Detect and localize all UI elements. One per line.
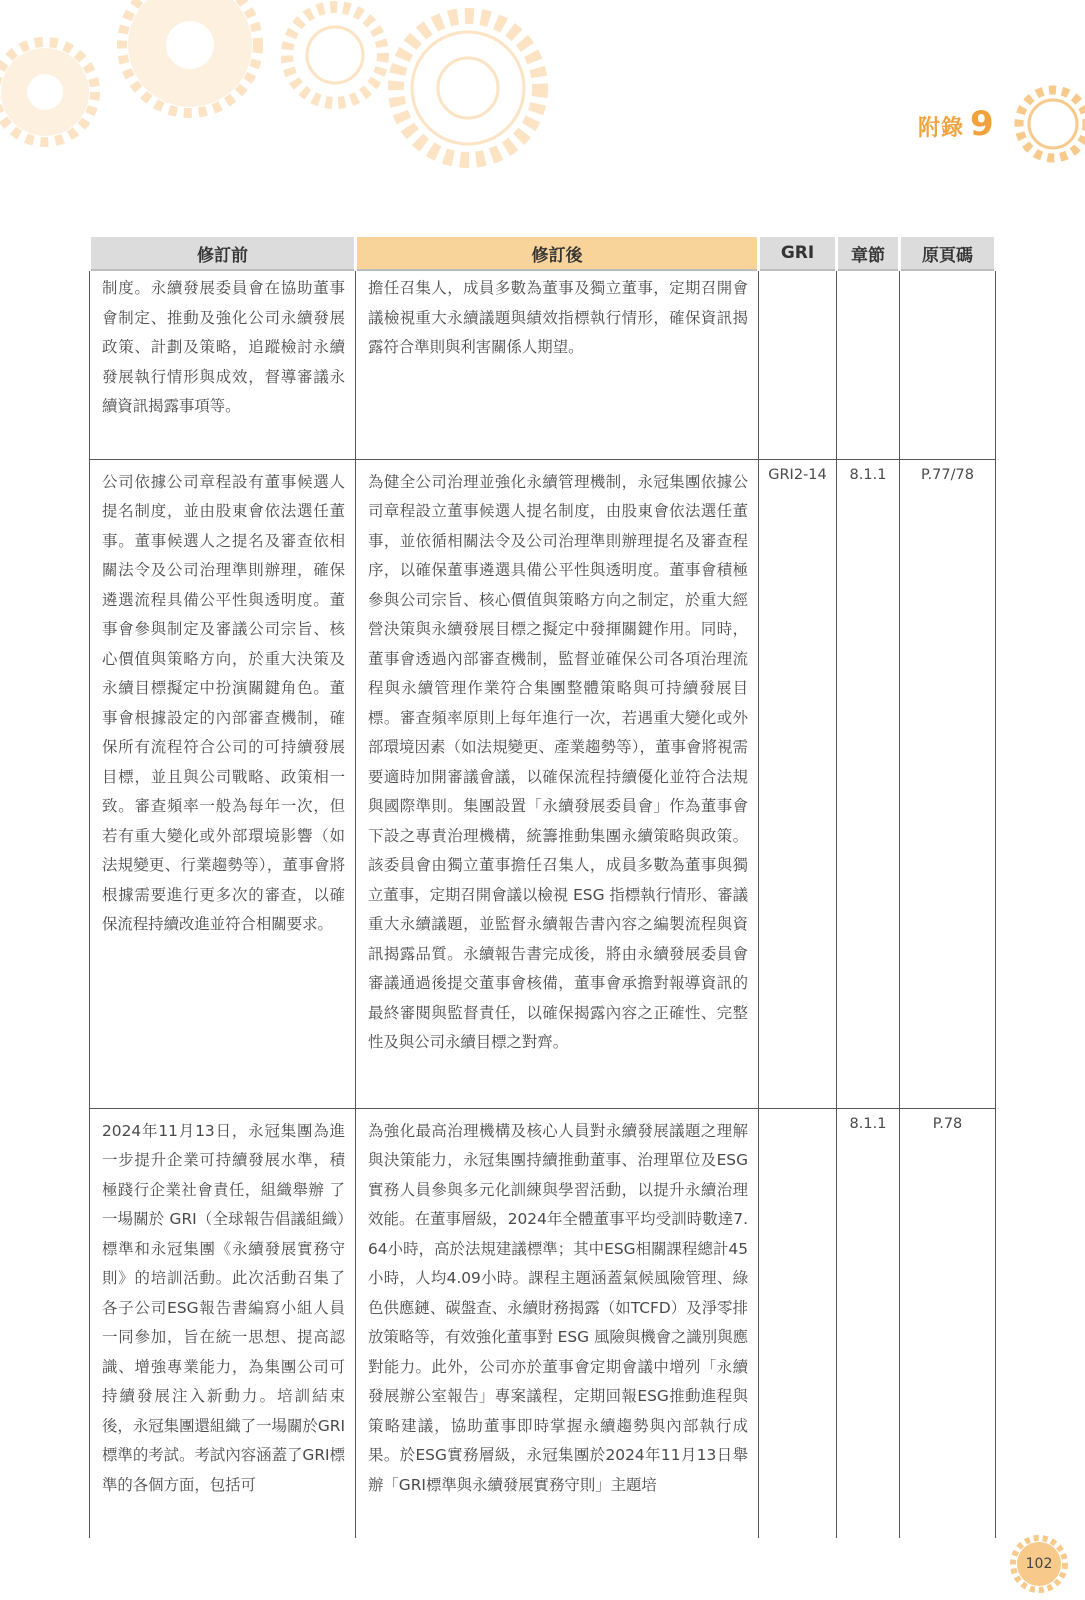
revision-table <box>88 237 997 1538</box>
before-text: 2024年11月13日，永冠集團為進一步提升企業可持續發展水準，積極踐行企業社會責任，組織舉辦 了一場關於 GRI（全球報告倡議組織）標準和永冠集團《永續發展實務守則》的培訓活動。此次活動召集了各子公司ESG報告書編寫小組人員一同參加，旨在統一思想、提高認識、增強專業能力，為集團公司可持續發展注入新動力。培訓結束後，永冠集團還組織了一場關於GRI標準的考試。考試內容涵蓋了GRI標準的各個方面，包括可 <box>90 1108 356 1538</box>
header-gri: GRI <box>759 237 837 270</box>
original-page: P.77/78 <box>900 459 996 1108</box>
header-page: 原頁碼 <box>900 237 996 270</box>
gri-code <box>759 1108 837 1538</box>
header-section: 章節 <box>837 237 900 270</box>
gri-code: GRI2-14 <box>759 459 837 1108</box>
before-text: 公司依據公司章程設有董事候選人提名制度，並由股東會依法選任董事。董事候選人之提名及審查依相關法令及公司治理準則辦理，確保遴選流程具備公平性與透明度。董事會參與制定及審議公司宗旨、核心價值與策略方向，於重大決策及永續目標擬定中扮演關鍵角色。董事會根據設定的內部審查機制，確保所有流程符合公司的可持續發展目標，並且與公司戰略、政策相一致。審查頻率一般為每年一次，但若有重大變化或外部環境影響（如法規變更、行業趨勢等），董事會將根據需要進行更多次的審查，以確保流程持續改進並符合相關要求。 <box>90 459 356 1108</box>
gri-code <box>759 270 837 459</box>
page-number-badge <box>1009 1534 1069 1594</box>
original-page: P.78 <box>900 1108 996 1538</box>
original-page <box>900 270 996 459</box>
table-row <box>90 459 996 1108</box>
appendix-number: 9 <box>970 104 994 144</box>
section-number: 8.1.1 <box>837 1108 900 1538</box>
header-before: 修訂前 <box>90 237 356 270</box>
section-number <box>837 270 900 459</box>
before-text: 制度。永續發展委員會在協助董事會制定、推動及強化公司永續發展政策、計劃及策略，追蹤檢討永續發展執行情形與成效，督導審議永續資訊揭露事項等。 <box>90 270 356 459</box>
after-text: 為強化最高治理機構及核心人員對永續發展議題之理解與決策能力，永冠集團持續推動董事、治理單位及ESG實務人員參與多元化訓練與學習活動，以提升永續治理效能。在董事層級，2024年全體董事平均受訓時數達7.64小時，高於法規建議標準；其中ESG相關課程總計45小時，人均4.09小時。課程主題涵蓋氣候風險管理、綠色供應鏈、碳盤查、永續財務揭露（如TCFD）及淨零排放策略等，有效強化董事對 ESG 風險與機會之識別與應對能力。此外，公司亦於董事會定期會議中增列「永續發展辦公室報告」專案議程，定期回報ESG推動進程與策略建議，協助董事即時掌握永續趨勢與內部執行成果。於ESG實務層級，永冠集團於2024年11月13日舉辦「GRI標準與永續發展實務守則」主題培 <box>356 1108 759 1538</box>
appendix-word: 附錄 <box>918 116 965 141</box>
table-row <box>90 1108 996 1538</box>
after-text: 擔任召集人，成員多數為董事及獨立董事，定期召開會議檢視重大永續議題與績效指標執行情形，確保資訊揭露符合準則與利害關係人期望。 <box>356 270 759 459</box>
corner-gear-icon <box>1007 78 1085 170</box>
page-number: 102 <box>1025 1556 1053 1572</box>
table-header-row <box>90 237 996 270</box>
table-row <box>90 270 996 459</box>
appendix-label <box>918 104 994 144</box>
header-after: 修訂後 <box>356 237 759 270</box>
section-number: 8.1.1 <box>837 459 900 1108</box>
after-text: 為健全公司治理並強化永續管理機制，永冠集團依據公司章程設立董事候選人提名制度，由股東會依法選任董事，並依循相關法令及公司治理準則辦理提名及審查程序，以確保董事遴選具備公平性與透明度。董事會積極參與公司宗旨、核心價值與策略方向之制定，於重大經營決策與永續發展目標之擬定中發揮關鍵作用。同時，董事會透過內部審查機制，監督並確保公司各項治理流程與永續管理作業符合集團整體策略與可持續發展目標。審查頻率原則上每年進行一次，若遇重大變化或外部環境因素（如法規變更、產業趨勢等），董事會將視需要適時加開審議會議，以確保流程持續優化並符合法規與國際準則。集團設置「永續發展委員會」作為董事會下設之專責治理機構，統籌推動集團永續策略與政策。該委員會由獨立董事擔任召集人，成員多數為董事與獨立董事，定期召開會議以檢視 ESG 指標執行情形、審議重大永續議題，並監督永續報告書內容之編製流程與資訊揭露品質。永續報告書完成後，將由永續發展委員會審議通過後提交董事會核備，董事會承擔對報導資訊的最終審閱與監督責任，以確保揭露內容之正確性、完整性及與公司永續目標之對齊。 <box>356 459 759 1108</box>
